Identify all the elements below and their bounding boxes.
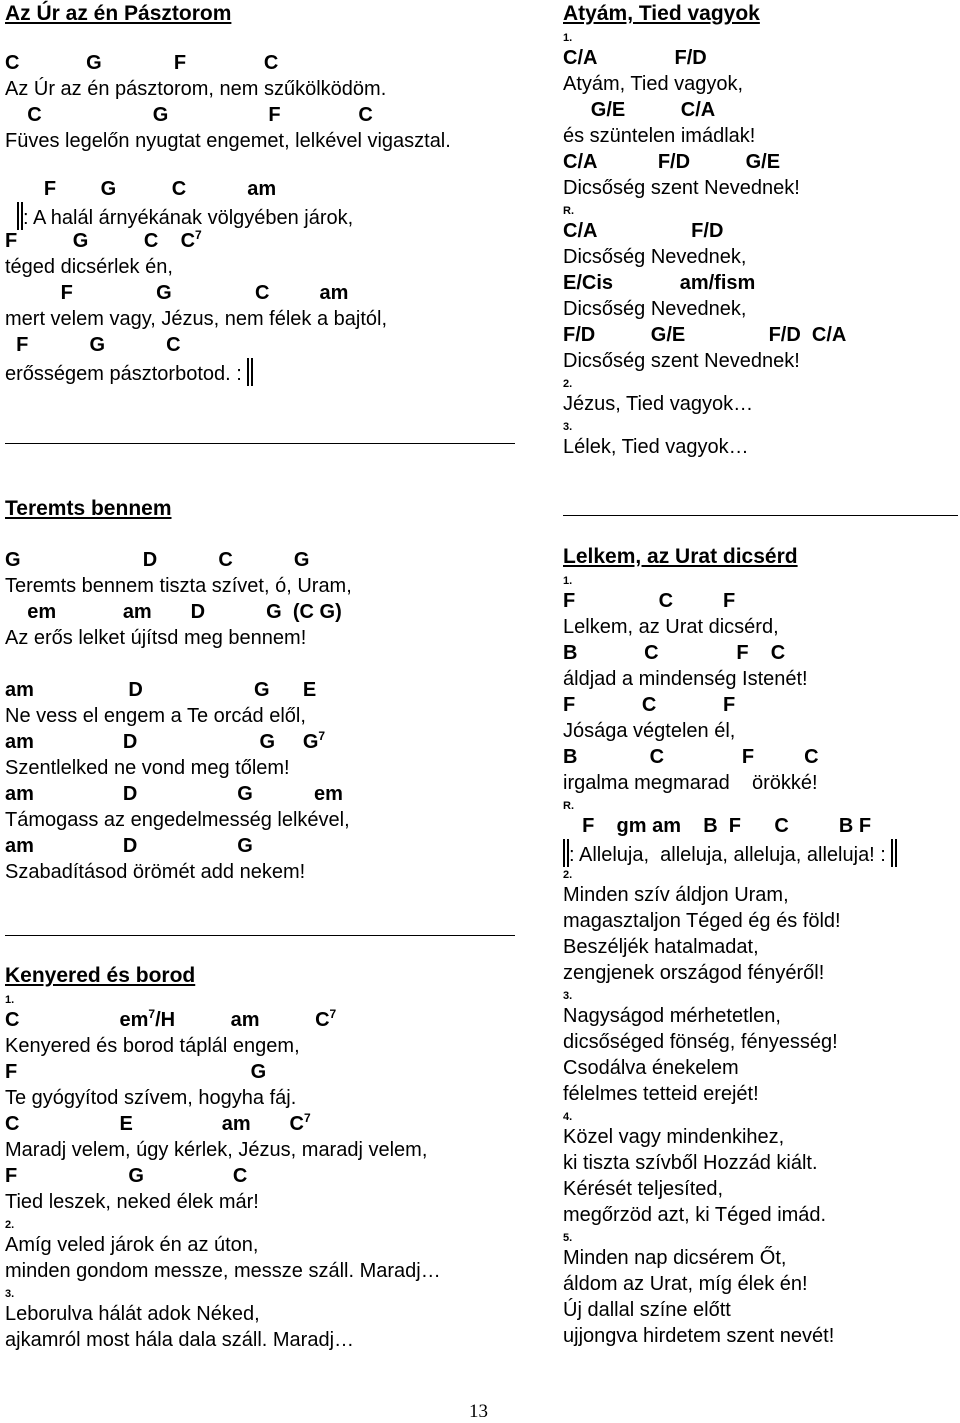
lyric-line: Csodálva énekelem: [563, 1057, 739, 1079]
lyric-line: Lelkem, az Urat dicsérd,: [563, 616, 779, 638]
lyric-line: ujjongva hirdetem szent nevét!: [563, 1325, 835, 1347]
lyric-line: Te gyógyítod szívem, hogyha fáj.: [5, 1087, 297, 1109]
refrain-marker: R.: [563, 205, 574, 217]
lyric-line: Amíg veled járok én az úton,: [5, 1234, 259, 1256]
repeat-end-sign: [247, 358, 253, 386]
lyric-text: erősségem pásztorbotod. :: [5, 363, 242, 385]
chord-line: am D G: [5, 835, 253, 857]
song-title: Kenyered és borod: [5, 964, 196, 987]
chord-line: [5, 1111, 520, 1137]
lyric-line: irgalma megmarad örökké!: [563, 772, 818, 794]
page-number: 13: [469, 1401, 488, 1422]
lyric-text: : Alleluja, alleluja, alleluja, alleluja! :: [569, 844, 886, 866]
lyric-line: Támogass az engedelmesség lelkével,: [5, 809, 350, 831]
lyric-line: megőrzöd azt, ki Téged imád.: [563, 1204, 827, 1226]
chord-text: C E am C: [5, 1113, 304, 1135]
chord-line: [5, 228, 520, 254]
lyric-line: Jósága végtelen él,: [563, 720, 736, 742]
chord-text: am D G G: [5, 731, 319, 753]
chord-line: am D G E: [5, 679, 317, 701]
divider: [563, 515, 958, 516]
chord-superscript: 7: [329, 1007, 337, 1021]
lyric-line: áldjad a mindenség Istenét!: [563, 668, 808, 690]
chord-line: C G F C: [5, 52, 279, 74]
lyric-line: ki tiszta szívből Hozzád kiált.: [563, 1152, 818, 1174]
chord-superscript: 7: [303, 1111, 311, 1125]
lyric-line: mert velem vagy, Jézus, nem félek a bajtól,: [5, 308, 388, 330]
chord-line: G/E C/A: [563, 99, 716, 121]
chord-line: C/A F/D: [563, 47, 707, 69]
lyric-line: Dicsőség Nevednek,: [563, 298, 747, 320]
chord-line: em am D G (C G): [5, 601, 342, 623]
chord-line: [5, 1007, 520, 1033]
verse-number: 3.: [563, 421, 573, 433]
verse-number: 1.: [563, 32, 573, 44]
lyric-line: ajkamról most hála dala száll. Maradj…: [5, 1329, 355, 1351]
lyric-line: magasztaljon Téged ég és föld!: [563, 910, 841, 932]
verse-number: 3.: [563, 990, 573, 1002]
repeat-end-sign: [891, 839, 897, 867]
song-title: Atyám, Tied vagyok: [563, 2, 760, 25]
lyric-line: Füves legelőn nyugtat engemet, lelkével vigasztal.: [5, 130, 451, 152]
lyric-line: Új dallal színe előtt: [563, 1299, 731, 1321]
song-title: Lelkem, az Urat dicsérd: [563, 545, 798, 568]
chord-line: [5, 729, 520, 755]
verse-number: 1.: [563, 575, 573, 587]
song-title: Az Úr az én Pásztorom: [5, 2, 232, 25]
chord-line: am D G em: [5, 783, 343, 805]
lyric-line: Dicsőség szent Nevednek!: [563, 350, 800, 372]
lyric-text: : A halál árnyékának völgyében járok,: [23, 207, 354, 229]
verse-number: 1.: [5, 994, 15, 1006]
lyric-line: téged dicsérlek én,: [5, 256, 173, 278]
lyric-line: Jézus, Tied vagyok…: [563, 393, 754, 415]
song-pasztorom: [5, 0, 520, 384]
chord-line: C/A F/D: [563, 220, 724, 242]
lyric-line: Közel vagy mindenkihez,: [563, 1126, 785, 1148]
lyric-line: Tied leszek, neked élek már!: [5, 1191, 259, 1213]
chord-line: E/Cis am/fism: [563, 272, 756, 294]
lyric-line: dicsőséged fönség, fényesség!: [563, 1031, 838, 1053]
song-title: Teremts bennem: [5, 497, 172, 520]
lyric-line: Az erős lelket újítsd meg bennem!: [5, 627, 307, 649]
lyric-line: Szentlelked ne vond meg tőlem!: [5, 757, 290, 779]
lyric-line: Maradj velem, úgy kérlek, Jézus, maradj velem,: [5, 1139, 428, 1161]
song-kenyered: [5, 962, 520, 1353]
chord-line: B C F C: [563, 642, 786, 664]
refrain-marker: R.: [563, 800, 574, 812]
chord-line: B C F C: [563, 746, 819, 768]
lyric-line: félelmes tetteid erejét!: [563, 1083, 759, 1105]
lyric-line: áldom az Urat, míg élek én!: [563, 1273, 808, 1295]
lyric-line: Dicsőség szent Nevednek!: [563, 177, 800, 199]
lyric-line: Kenyered és borod táplál engem,: [5, 1035, 300, 1057]
chord-line: F C F: [563, 694, 736, 716]
lyric-line: minden gondom messze, messze száll. Maradj…: [5, 1260, 441, 1282]
chord-line: G D C G: [5, 549, 310, 571]
chord-line: C/A F/D G/E: [563, 151, 781, 173]
lyric-line: Szabadításod örömét add nekem!: [5, 861, 306, 883]
chord-line: F/D G/E F/D C/A: [563, 324, 847, 346]
lyric-line: Atyám, Tied vagyok,: [563, 73, 744, 95]
chord-line: F C F: [563, 590, 736, 612]
verse-number: 3.: [5, 1288, 15, 1300]
lyric-line: [5, 202, 520, 228]
lyric-line: Lélek, Tied vagyok…: [563, 436, 749, 458]
chord-line: F gm am B F C B F: [571, 815, 872, 837]
verse-number: 2.: [563, 869, 573, 881]
divider: [5, 935, 515, 936]
chord-superscript: 7: [318, 729, 326, 743]
lyric-line: [563, 839, 960, 865]
chord-line: F G C am: [5, 178, 277, 200]
song-lelkem: [563, 543, 960, 1349]
lyric-line: Ne vess el engem a Te orcád elől,: [5, 705, 306, 727]
chord-superscript: 7: [195, 228, 202, 242]
chord-line: F G C: [5, 1165, 248, 1187]
lyric-line: [5, 358, 520, 384]
lyric-line: és szüntelen imádlak!: [563, 125, 756, 147]
lyric-line: Az Úr az én pásztorom, nem szűkölködöm.: [5, 78, 387, 100]
chord-line: F G: [5, 1061, 267, 1083]
song-teremts: [5, 495, 520, 885]
chord-text: C em: [5, 1009, 149, 1031]
chord-line: F G C am: [5, 282, 349, 304]
verse-number: 2.: [563, 378, 573, 390]
verse-number: 4.: [563, 1111, 573, 1123]
lyric-line: Leborulva hálát adok Néked,: [5, 1303, 260, 1325]
verse-number: 5.: [563, 1232, 573, 1244]
lyric-line: Kérését teljesíted,: [563, 1178, 724, 1200]
chord-line: C G F C: [5, 104, 373, 126]
song-atyam: [563, 0, 960, 460]
chord-text: F G C C: [5, 230, 196, 252]
verse-number: 2.: [5, 1219, 15, 1231]
lyric-line: Dicsőség Nevednek,: [563, 246, 747, 268]
lyric-line: Minden nap dicsérem Őt,: [563, 1247, 787, 1269]
chord-text: /H am C: [155, 1009, 330, 1031]
lyric-line: zengjenek országod fényéről!: [563, 962, 825, 984]
lyric-line: Nagyságod mérhetetlen,: [563, 1005, 781, 1027]
lyric-line: Minden szív áldjon Uram,: [563, 884, 789, 906]
divider: [5, 443, 515, 444]
chord-line: F G C: [5, 334, 181, 356]
lyric-line: Beszéljék hatalmadat,: [563, 936, 759, 958]
lyric-line: Teremts bennem tiszta szívet, ó, Uram,: [5, 575, 352, 597]
chord-superscript: 7: [148, 1007, 156, 1021]
